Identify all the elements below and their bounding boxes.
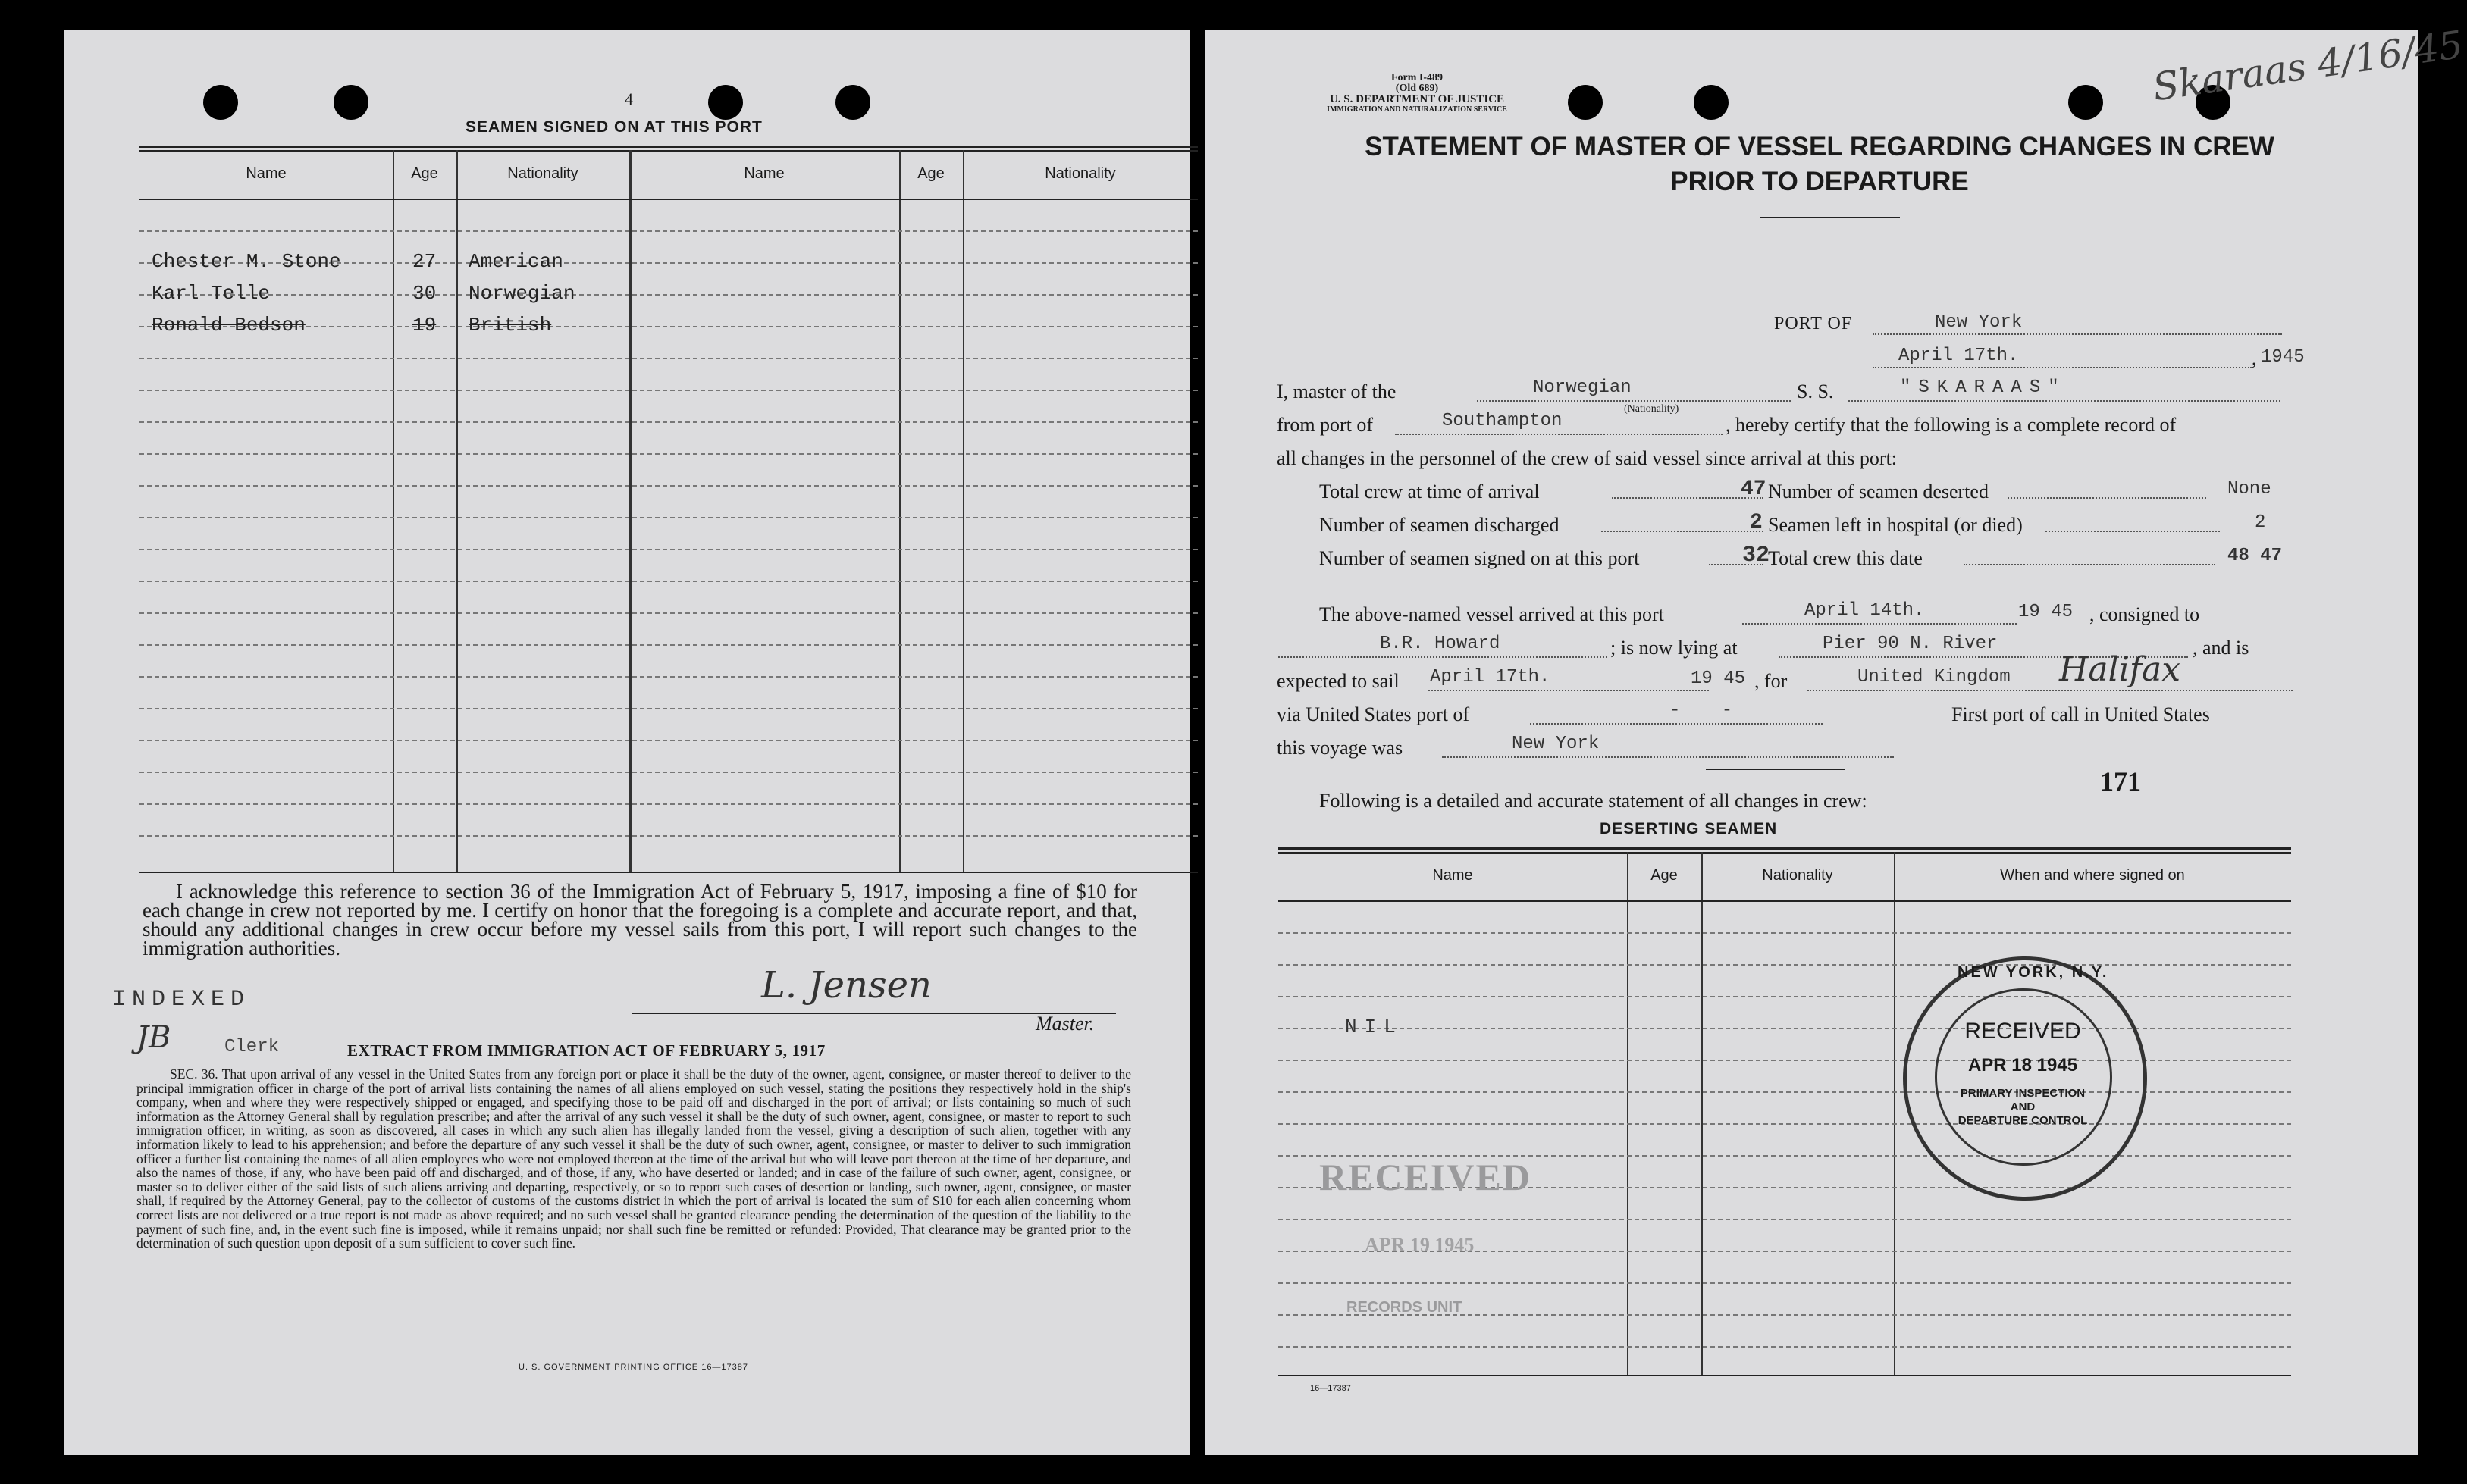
vessel-line xyxy=(1848,400,2280,402)
table-row-rule xyxy=(1278,932,2291,934)
punch-hole xyxy=(203,85,238,120)
table-top-rule xyxy=(139,146,1198,148)
table-row-rule xyxy=(1278,964,2291,966)
received-stamp-unit: RECORDS UNIT xyxy=(1346,1299,1462,1316)
table-bottom-rule xyxy=(1278,1375,2291,1376)
seaman-name: Chester M. Stone xyxy=(152,250,341,273)
col-header-age: Age xyxy=(917,165,945,182)
round-stamp-inner xyxy=(1935,988,2112,1166)
seaman-nationality: American xyxy=(469,250,563,273)
punch-hole xyxy=(1694,85,1729,120)
deserted-label: Number of seamen deserted xyxy=(1768,481,1989,502)
col-header-age: Age xyxy=(1650,867,1678,884)
expected-value: April 17th. xyxy=(1430,667,1550,687)
deserting-entry: NIL xyxy=(1345,1016,1403,1038)
acknowledgement-text: I acknowledge this reference to section 36 of the Immigration Act of February 5, 1917, imposing a fine of $10 for each change in crew not reported by me. I certify on honor that the foregoing is a complete and accurate report, and that, should any additional changes in crew occur before my vessel sails from this port, I will report such changes to the immigration authorities. xyxy=(143,880,1137,960)
round-stamp-ring: NEW YORK, N.Y. xyxy=(1958,964,2109,981)
nationality-value: Norwegian xyxy=(1533,377,1632,398)
table-row-rule xyxy=(1278,1219,2291,1220)
received-stamp-date: APR 19 1945 xyxy=(1365,1234,1475,1256)
hospital-value: 2 xyxy=(2255,512,2266,533)
via-value: - - xyxy=(1669,700,1748,721)
via-line xyxy=(1530,723,1823,725)
year-value: 1945 xyxy=(2261,347,2305,368)
expected-year: 19 45 xyxy=(1691,668,1746,689)
table-row-rule xyxy=(139,612,1198,614)
service: IMMIGRATION AND NATURALIZATION SERVICE xyxy=(1327,105,1507,114)
nationality-caption: (Nationality) xyxy=(1624,403,1679,415)
consignee-value: B.R. Howard xyxy=(1380,634,1500,654)
lying-label: ; is now lying at xyxy=(1610,637,1738,659)
table-row-rule xyxy=(139,230,1198,232)
total-crew-date-value: 48 47 xyxy=(2227,546,2283,566)
extract-title: EXTRACT FROM IMMIGRATION ACT OF FEBRUARY 5, 1917 xyxy=(347,1041,826,1060)
table-row-rule xyxy=(139,835,1198,837)
table-row-rule xyxy=(139,294,1198,296)
seaman-name: Karl Telle xyxy=(152,282,271,305)
form-footer: 16—17387 xyxy=(1310,1384,1351,1393)
discharged-value: 2 xyxy=(1750,511,1763,534)
all-changes-text: all changes in the personnel of the crew of said vessel since arrival at this port: xyxy=(1277,447,1898,469)
punch-hole xyxy=(334,85,368,120)
table-row-rule xyxy=(1278,996,2291,997)
received-stamp-title: RECEIVED xyxy=(1319,1156,1531,1198)
indexed-stamp: INDEXED xyxy=(112,987,251,1013)
port-label: PORT OF xyxy=(1774,314,1853,333)
table-row-rule xyxy=(1278,1346,2291,1348)
column-divider xyxy=(456,150,458,872)
arrived-value: April 14th. xyxy=(1804,600,1925,621)
table-top-rule xyxy=(1278,852,2291,854)
voyage-value: New York xyxy=(1512,734,1600,754)
seaman-age: 30 xyxy=(412,282,437,305)
deserted-value: None xyxy=(2227,479,2271,499)
and-is-label: , and is xyxy=(2193,637,2249,659)
master-label: Master. xyxy=(1036,1013,1095,1035)
column-divider xyxy=(1627,852,1628,1375)
round-stamp-line2: AND xyxy=(2010,1100,2036,1113)
destination-value: United Kingdom xyxy=(1857,667,2011,687)
form-title: STATEMENT OF MASTER OF VESSEL REGARDING CHANGES IN CREW xyxy=(1365,132,2274,161)
punch-hole xyxy=(1568,85,1603,120)
column-divider xyxy=(899,150,901,872)
seaman-age: 27 xyxy=(412,250,437,273)
table-row-rule xyxy=(139,772,1198,773)
hospital-label: Seamen left in hospital (or died) xyxy=(1768,514,2023,536)
consignee-line xyxy=(1278,656,1607,658)
clerk-label: Clerk xyxy=(224,1037,280,1057)
column-divider xyxy=(1894,852,1895,1375)
table-row-rule xyxy=(139,676,1198,678)
discharged-label: Number of seamen discharged xyxy=(1319,514,1560,536)
seaman-name-struck: Ronald Bedson xyxy=(152,314,306,337)
lying-value: Pier 90 N. River xyxy=(1823,634,1998,654)
table-row-rule xyxy=(139,549,1198,550)
section-36-text: SEC. 36. That upon arrival of any vessel in the United States from any foreign port or place it shall be the duty of the owner, agent, consignee, or master thereof to deliver to the principal immigration officer in charge of the port of arrival lists containing the names of all aliens employed on such vessel, stating the positions they respectively hold in the ship's company, when and where they were respectively shipped or engaged, and specifying those to be paid off and discharged in the port of arrival; or lists containing so much of such information as the Attorney General shall by regulation prescribe; and after the arrival of any such vessel it shall be the duty of such owner, agent, consignee, or master to report to such immigration officer, in writing, as soon as discovered, all cases in which any such alien has illegally landed from the vessel, giving a description of such alien, together with any information likely to lead to his apprehension; and before the departure of any such vessel it shall be the duty of such owner, agent, consignee, or master to deliver to such immigration officer a further list containing the names of all alien employees who were not employed thereon at the time of the arrival but who will leave port thereon at the time of her departure, and also the names of those, if any, who have been paid off and discharged, and of those, if any, who have deserted or landed; and in case of the failure of such owner, agent, consignee, or master so to deliver either of the said lists of such aliens arriving and departing, respectively, or so to report such cases of desertion or landing, such owner, agent, consignee, or master shall, if required by the Attorney General, pay to the collector of customs of the customs district in which the port of arrival is located the sum of $10 for each alien concerning whom correct lists are not delivered or a true report is not made as above required; and no such vessel shall be granted clearance pending the determination of the question of the liability to the payment of such fine, and, in the event such fine is imposed, while it remains unpaid; nor shall such fine be remitted or refunded: Provided, That clearance may be granted prior to the determination of such question upon deposit of a sum sufficient to cover such fine. xyxy=(136,1066,1131,1251)
table-row-rule xyxy=(139,390,1198,391)
page-number: 4 xyxy=(625,89,633,108)
following-label: Following is a detailed and accurate statement of all changes in crew: xyxy=(1319,790,1867,812)
master-signature: L. Jensen xyxy=(761,964,932,1007)
voyage-line xyxy=(1442,756,1894,758)
table-row-rule xyxy=(139,708,1198,709)
total-crew-date-label: Total crew this date xyxy=(1768,547,1923,569)
round-stamp-date: APR 18 1945 xyxy=(1967,1055,2078,1075)
header-rule xyxy=(1278,900,2291,902)
seaman-age-struck: 19 xyxy=(412,314,437,337)
table-bottom-rule xyxy=(139,872,1198,873)
round-stamp-line3: DEPARTURE CONTROL xyxy=(1958,1114,2088,1127)
year-comma: , xyxy=(2252,347,2257,369)
table-row-rule xyxy=(139,517,1198,518)
master-of-label: I, master of the xyxy=(1277,380,1397,402)
form-number: Form I-489 xyxy=(1390,72,1444,83)
table-top-rule xyxy=(1278,847,2291,850)
from-port-label: from port of xyxy=(1277,414,1374,436)
table-row-rule xyxy=(139,644,1198,646)
arrived-label: The above-named vessel arrived at this port xyxy=(1319,603,1664,625)
col-header-age: Age xyxy=(411,165,438,182)
from-port-line xyxy=(1395,434,1723,435)
date-line xyxy=(1873,367,2252,368)
col-header-nationality: Nationality xyxy=(1045,165,1116,182)
punch-hole xyxy=(835,85,870,120)
dot-leader xyxy=(2008,497,2206,499)
form-subtitle: PRIOR TO DEPARTURE xyxy=(1670,167,1969,196)
expected-label: expected to sail xyxy=(1277,670,1400,692)
right-page xyxy=(1205,22,2466,1455)
clerk-initials: JB xyxy=(136,1020,171,1055)
round-stamp-title: RECEIVED xyxy=(1964,1019,2081,1044)
table-row-rule xyxy=(139,581,1198,582)
total-crew-arrival-label: Total crew at time of arrival xyxy=(1319,481,1540,502)
via-label: via United States port of xyxy=(1277,703,1470,725)
date-value: April 17th. xyxy=(1898,346,2019,366)
printing-office-footer: U. S. GOVERNMENT PRINTING OFFICE 16—17387 xyxy=(519,1363,749,1372)
table-row-rule xyxy=(1278,1282,2291,1284)
seaman-nationality: Norwegian xyxy=(469,282,575,305)
from-port-value: Southampton xyxy=(1442,411,1563,431)
port-value: New York xyxy=(1935,312,2023,333)
first-port-label: First port of call in United States xyxy=(1951,703,2210,725)
voyage-label: this voyage was xyxy=(1277,737,1403,759)
for-label: , for xyxy=(1754,670,1788,692)
round-stamp-line1: PRIMARY INSPECTION xyxy=(1960,1087,2086,1100)
column-divider xyxy=(963,150,964,872)
vessel-name: "SKARAAS" xyxy=(1900,377,2067,398)
nationality-line xyxy=(1477,400,1791,402)
consigned-label: , consigned to xyxy=(2089,603,2200,625)
table-row-rule xyxy=(139,740,1198,741)
table-row-rule xyxy=(139,421,1198,423)
total-crew-arrival-value: 47 xyxy=(1741,477,1766,501)
table-row-rule xyxy=(1278,1123,2291,1125)
column-divider xyxy=(629,150,632,872)
deserting-title: DESERTING SEAMEN xyxy=(1600,820,1778,837)
dot-leader xyxy=(1601,531,1763,532)
dot-leader xyxy=(2045,531,2220,532)
form-header xyxy=(1269,73,1565,115)
destination-line xyxy=(1807,690,2293,691)
section-rule xyxy=(1706,769,1845,770)
arrived-year: 19 45 xyxy=(2018,602,2074,622)
title-rule xyxy=(1760,217,1900,218)
destination-handwritten: Halifax xyxy=(2059,650,2181,689)
table-row-rule xyxy=(1278,1028,2291,1029)
serial-number: 171 xyxy=(2100,766,2141,797)
col-header-name: Name xyxy=(246,165,287,182)
table-row-rule xyxy=(139,453,1198,455)
seaman-nationality-struck: British xyxy=(469,314,552,337)
column-divider xyxy=(393,150,394,872)
arrived-line xyxy=(1742,623,2017,625)
col-header-when-where: When and where signed on xyxy=(2000,867,2185,884)
punch-hole xyxy=(708,85,743,120)
port-line xyxy=(1873,333,2282,335)
header-rule xyxy=(139,199,1198,200)
signed-on-value: 32 xyxy=(1742,543,1770,568)
section-title: SEAMEN SIGNED ON AT THIS PORT xyxy=(466,118,763,136)
column-divider xyxy=(1701,852,1703,1375)
corner-handwritten-note: Skaraas 4/16/45 xyxy=(2149,22,2466,110)
table-top-rule xyxy=(139,150,1198,152)
col-header-name: Name xyxy=(1432,867,1473,884)
vessel-prefix: S. S. xyxy=(1797,380,1834,402)
left-page xyxy=(64,30,1190,1455)
certify-text: , hereby certify that the following is a complete record of xyxy=(1726,414,2177,436)
col-header-nationality: Nationality xyxy=(507,165,578,182)
department: U. S. DEPARTMENT OF JUSTICE xyxy=(1329,93,1505,105)
col-header-name: Name xyxy=(744,165,785,182)
form-old-number: (Old 689) xyxy=(1395,83,1439,94)
signed-on-label: Number of seamen signed on at this port xyxy=(1319,547,1640,569)
col-header-nationality: Nationality xyxy=(1762,867,1833,884)
dot-leader xyxy=(1964,564,2215,565)
expected-line xyxy=(1428,690,1709,691)
table-row-rule xyxy=(139,485,1198,487)
punch-hole xyxy=(2068,85,2103,120)
table-row-rule xyxy=(139,358,1198,359)
table-row-rule xyxy=(139,803,1198,805)
